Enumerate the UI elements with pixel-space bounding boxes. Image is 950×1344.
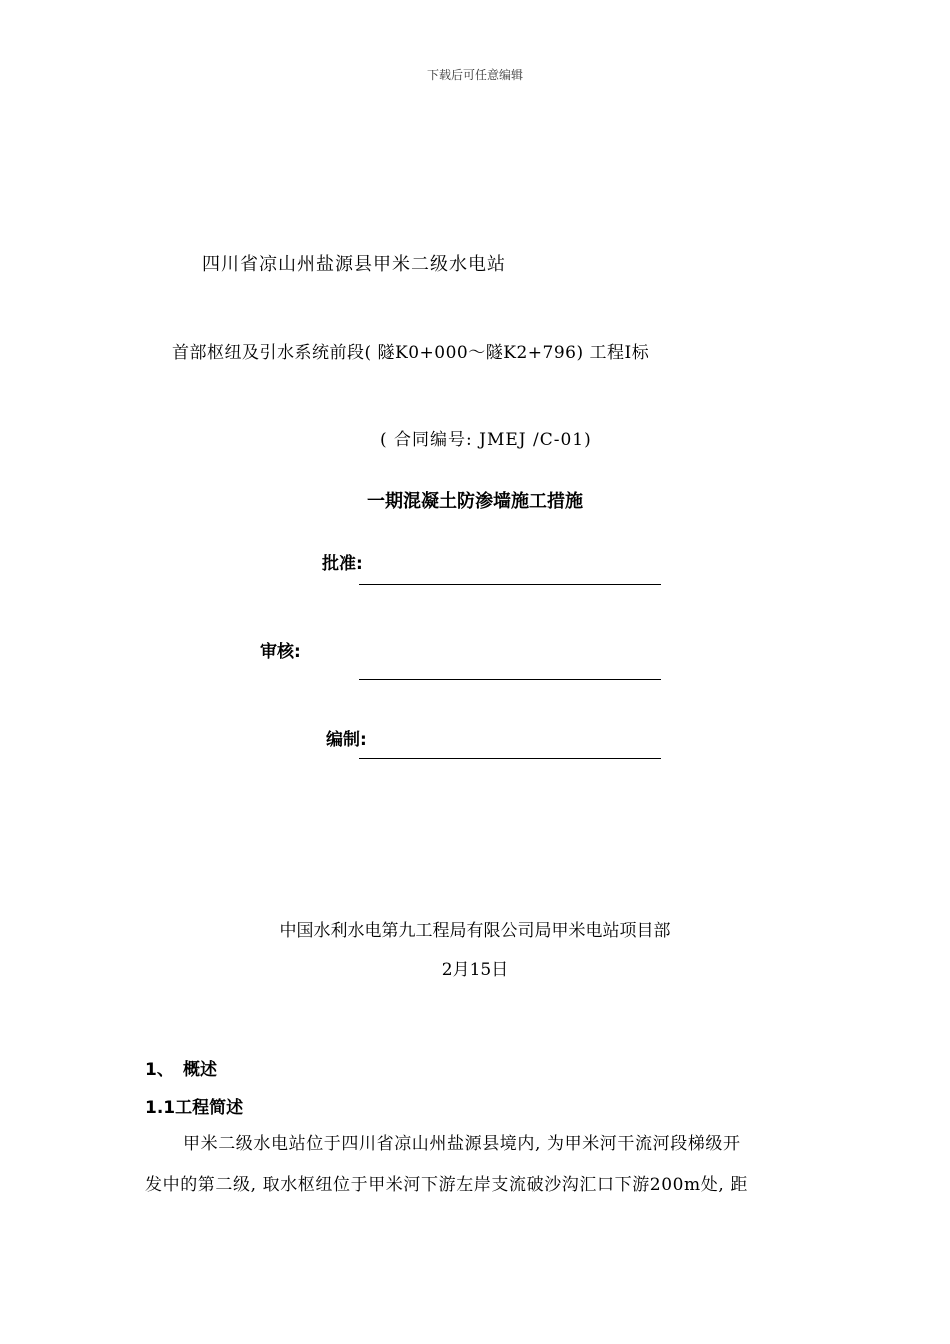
subsection-heading-1-1: 1.1工程简述 (145, 1098, 244, 1118)
section-number: 1、 (145, 1060, 174, 1080)
document-title: 一期混凝土防渗墙施工措施 (367, 491, 583, 512)
section-title: 概述 (183, 1060, 217, 1080)
section-heading-1 (145, 1055, 217, 1080)
project-name: 四川省凉山州盐源县甲米二级水电站 (202, 254, 506, 275)
contract-number: ( 合同编号: JMEJ /C-01) (380, 430, 592, 450)
compile-label: 编制: (326, 730, 367, 750)
paragraph-line: 发中的第二级, 取水枢纽位于甲米河下游左岸支流破沙沟汇口下游200m处, 距 (145, 1175, 748, 1195)
approve-signature-line (359, 584, 661, 585)
approve-label: 批准: (322, 554, 363, 574)
document-date: 2月15日 (441, 960, 509, 980)
compile-signature-line (359, 758, 661, 759)
company-name: 中国水利水电第九工程局有限公司局甲米电站项目部 (279, 921, 671, 941)
paragraph-line: 甲米二级水电站位于四川省凉山州盐源县境内, 为甲米河干流河段梯级开 (183, 1134, 741, 1154)
page-header-note: 下载后可任意编辑 (426, 68, 523, 82)
review-label: 审核: (260, 642, 301, 662)
review-signature-line (359, 679, 661, 680)
project-section: 首部枢纽及引水系统前段( 隧K0+000～隧K2+796) 工程Ⅰ标 (172, 343, 650, 363)
